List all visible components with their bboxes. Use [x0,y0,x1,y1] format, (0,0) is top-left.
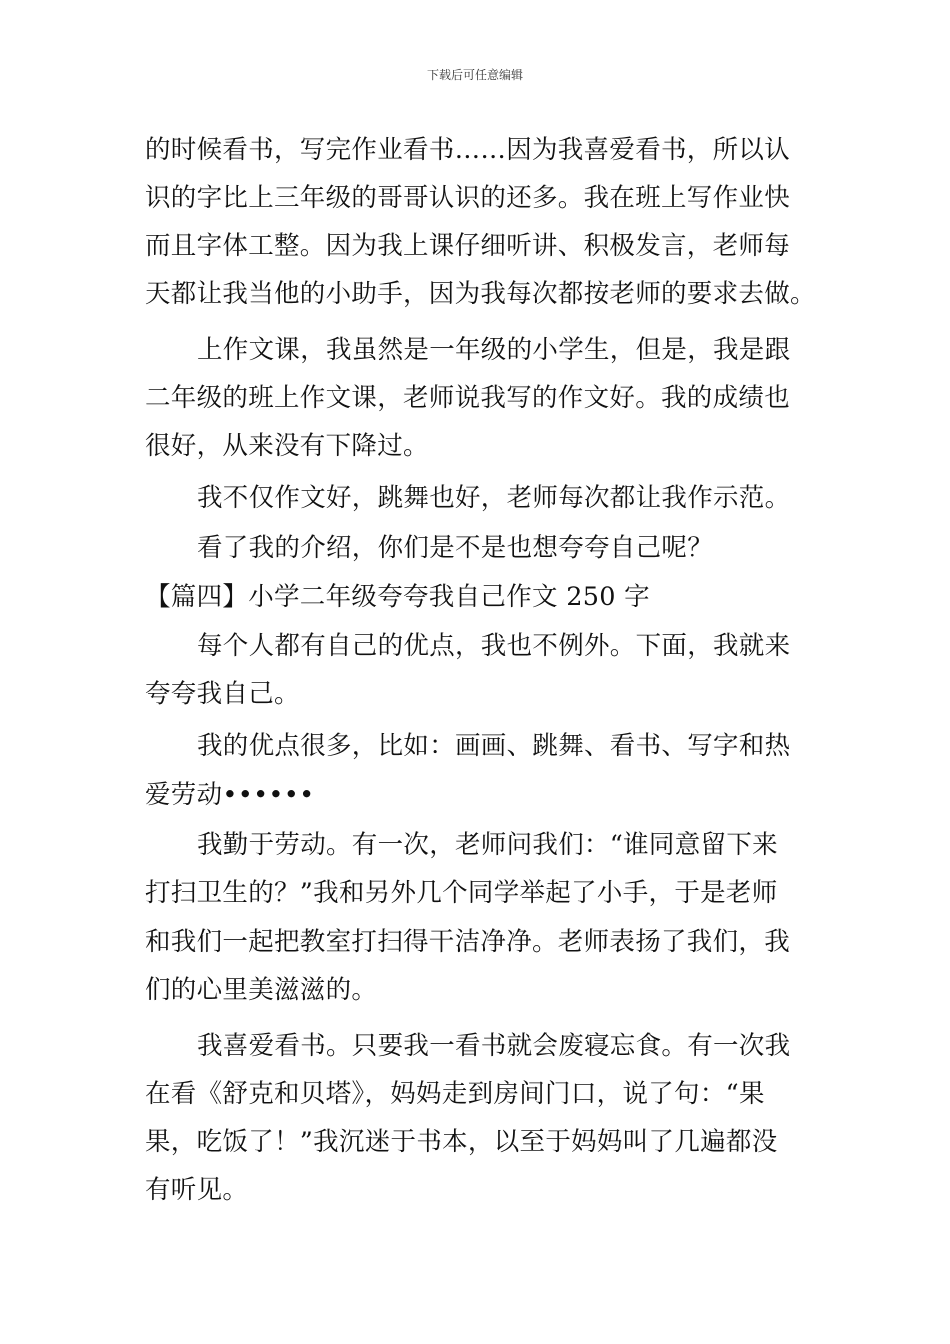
page-header: 下载后可任意编辑 [426,68,523,82]
text-line: 很好，从来没有下降过。 [145,431,429,461]
text-line: 上作文课，我虽然是一年级的小学生，但是，我是跟 [197,335,791,365]
text-line: 看了我的介绍，你们是不是也想夸夸自己呢？ [197,533,714,563]
text-line: 天都让我当他的小助手，因为我每次都按老师的要求去做。 [145,279,816,309]
text-line: 在看《舒克和贝塔》，妈妈走到房间门口，说了句：“果 [145,1079,765,1109]
text-line: 果，吃饭了！”我沉迷于书本，以至于妈妈叫了几遍都没 [145,1127,778,1157]
text-line: 我的优点很多，比如：画画、跳舞、看书、写字和热 [197,731,791,761]
text-line: 识的字比上三年级的哥哥认识的还多。我在班上写作业快 [145,183,791,213]
text-line: 每个人都有自己的优点，我也不例外。下面，我就来 [197,631,791,661]
text-line: 我勤于劳动。有一次，老师问我们：“谁同意留下来 [197,830,778,860]
text-line: 二年级的班上作文课，老师说我写的作文好。我的成绩也 [145,383,791,413]
text-line: 爱劳动•••••• [145,780,315,810]
text-line: 夸夸我自己。 [145,679,300,709]
text-line: 们的心里美滋滋的。 [145,975,378,1005]
text-line: 我不仅作文好，跳舞也好，老师每次都让我作示范。 [197,483,791,513]
text-line: 有听见。 [145,1175,249,1205]
section-heading: 【篇四】小学二年级夸夸我自己作文 250 字 [145,582,650,612]
text-line: 而且字体工整。因为我上课仔细听讲、积极发言，老师每 [145,231,791,261]
text-line: 和我们一起把教室打扫得干洁净净。老师表扬了我们，我 [145,927,791,957]
text-line: 打扫卫生的？”我和另外几个同学举起了小手，于是老师 [145,878,778,908]
text-line: 我喜爱看书。只要我一看书就会废寝忘食。有一次我 [197,1031,791,1061]
text-line: 的时候看书，写完作业看书……因为我喜爱看书，所以认 [145,135,791,165]
